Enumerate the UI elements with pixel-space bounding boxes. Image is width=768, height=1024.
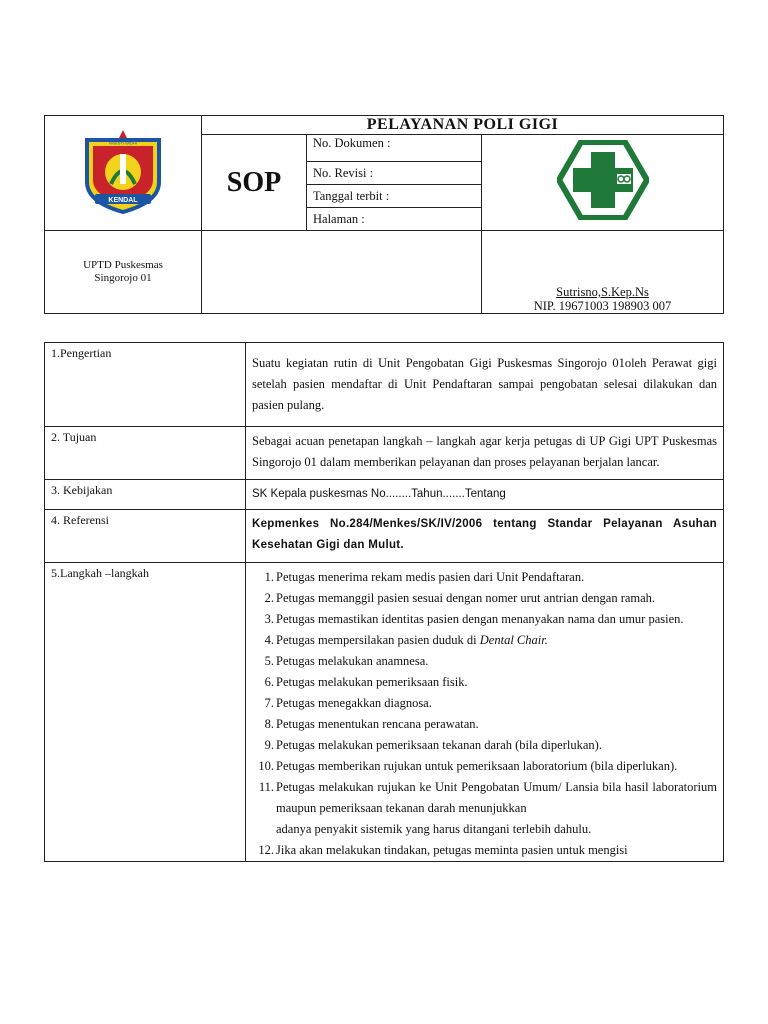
step-text: Petugas melakukan pemeriksaan fisik. <box>276 675 468 689</box>
step-text-italic: Dental Chair. <box>479 633 548 647</box>
list-item <box>252 651 717 672</box>
step-number: 8. <box>264 717 274 731</box>
kendal-logo-cell <box>45 116 202 231</box>
row-label: 4. Referensi <box>45 510 246 563</box>
step-number: 9. <box>264 738 274 752</box>
sop-header-table <box>44 115 724 314</box>
row-content: SK Kepala puskesmas No........Tahun.......Tentang <box>246 480 724 510</box>
list-item <box>252 567 717 588</box>
step-number: 12. <box>258 843 274 857</box>
meta-halaman: Halaman : <box>307 208 482 231</box>
step-number: 2. <box>264 591 274 605</box>
row-content: Suatu kegiatan rutin di Unit Pengobatan Gigi Puskesmas Singorojo 01oleh Perawat gigi setelah pasien mendaftar di Unit Pendaftaran sampai pengobatan selesai dilakukan dan pasien pulang. <box>246 343 724 427</box>
list-item <box>252 756 717 777</box>
logo-kendal-text: KENDAL <box>108 196 138 204</box>
step-number: 5. <box>264 654 274 668</box>
list-item <box>252 735 717 756</box>
row-label: 5.Langkah –langkah <box>45 563 246 862</box>
meta-tanggal-terbit: Tanggal terbit : <box>307 185 482 208</box>
step-text: Petugas menerima rekam medis pasien dari Unit Pendaftaran. <box>276 570 585 584</box>
row-content: Kepmenkes No.284/Menkes/SK/IV/2006 tentang Standar Pelayanan Asuhan Kesehatan Gigi dan Mulut. <box>246 510 724 563</box>
step-text-continued: adanya penyakit sistemik yang harus ditangani terlebih dahulu. <box>276 822 592 836</box>
meta-no-dokumen: No. Dokumen : <box>307 135 482 162</box>
step-text: Petugas memanggil pasien sesuai dengan nomer urut antrian dengan ramah. <box>276 591 656 605</box>
row-langkah <box>45 563 724 862</box>
list-item <box>252 840 717 861</box>
row-content <box>246 563 724 862</box>
meta-no-revisi: No. Revisi : <box>307 162 482 185</box>
step-text: Petugas memastikan identitas pasien dengan menanyakan nama dan umur pasien. <box>276 612 684 626</box>
row-kebijakan <box>45 480 724 510</box>
step-text: Petugas menentukan rencana perawatan. <box>276 717 479 731</box>
row-label: 2. Tujuan <box>45 427 246 480</box>
steps-list <box>252 567 717 861</box>
list-item <box>252 609 717 630</box>
kendal-regency-logo <box>81 128 165 214</box>
logo-motto-text: NGESTI WIDHI <box>109 140 137 145</box>
step-text: Petugas melakukan anamnesa. <box>276 654 429 668</box>
step-number: 1. <box>264 570 274 584</box>
row-label: 1.Pengertian <box>45 343 246 427</box>
sop-label: SOP <box>202 135 307 231</box>
org-line-2: Singorojo 01 <box>94 272 152 284</box>
organization-name <box>45 231 202 314</box>
row-content: Sebagai acuan penetapan langkah – langkah agar kerja petugas di UP Gigi UPT Puskesmas Singorojo 01 dalam memberikan pelayanan dan proses pelayanan berjalan lancar. <box>246 427 724 480</box>
step-number: 3. <box>264 612 274 626</box>
row-tujuan <box>45 427 724 480</box>
step-text: Petugas memberikan rujukan untuk pemeriksaan laboratorium (bila diperlukan). <box>276 759 678 773</box>
step-number: 4. <box>264 633 274 647</box>
puskesmas-logo-cell <box>482 135 724 231</box>
step-text: Jika akan melakukan tindakan, petugas meminta pasien untuk mengisi <box>276 843 628 857</box>
signer-nip: NIP. 19671003 198903 007 <box>533 299 672 313</box>
blank-cell <box>202 231 482 314</box>
step-number: 10. <box>258 759 274 773</box>
signature-block <box>482 231 724 314</box>
row-label: 3. Kebijakan <box>45 480 246 510</box>
step-number: 7. <box>264 696 274 710</box>
row-pengertian <box>45 343 724 427</box>
list-item <box>252 777 717 840</box>
step-text: Petugas melakukan pemeriksaan tekanan darah (bila diperlukan). <box>276 738 602 752</box>
list-item <box>252 588 717 609</box>
row-referensi <box>45 510 724 563</box>
org-line-1: UPTD Puskesmas <box>83 259 163 271</box>
step-text: Petugas menegakkan diagnosa. <box>276 696 432 710</box>
list-item <box>252 693 717 714</box>
step-number: 6. <box>264 675 274 689</box>
document-title: PELAYANAN POLI GIGI <box>202 116 724 135</box>
list-item <box>252 630 717 651</box>
list-item <box>252 714 717 735</box>
puskesmas-logo <box>557 140 649 220</box>
step-text: Petugas mempersilakan pasien duduk di <box>276 633 480 647</box>
step-text: Petugas melakukan rujukan ke Unit Pengobatan Umum/ Lansia bila hasil laboratorium maupun pemeriksaan tekanan darah menunjukkan <box>276 780 717 815</box>
signer-name: Sutrisno,S.Kep.Ns <box>556 285 649 299</box>
step-number: 11. <box>258 780 274 794</box>
sop-content-table <box>44 342 724 862</box>
list-item <box>252 672 717 693</box>
